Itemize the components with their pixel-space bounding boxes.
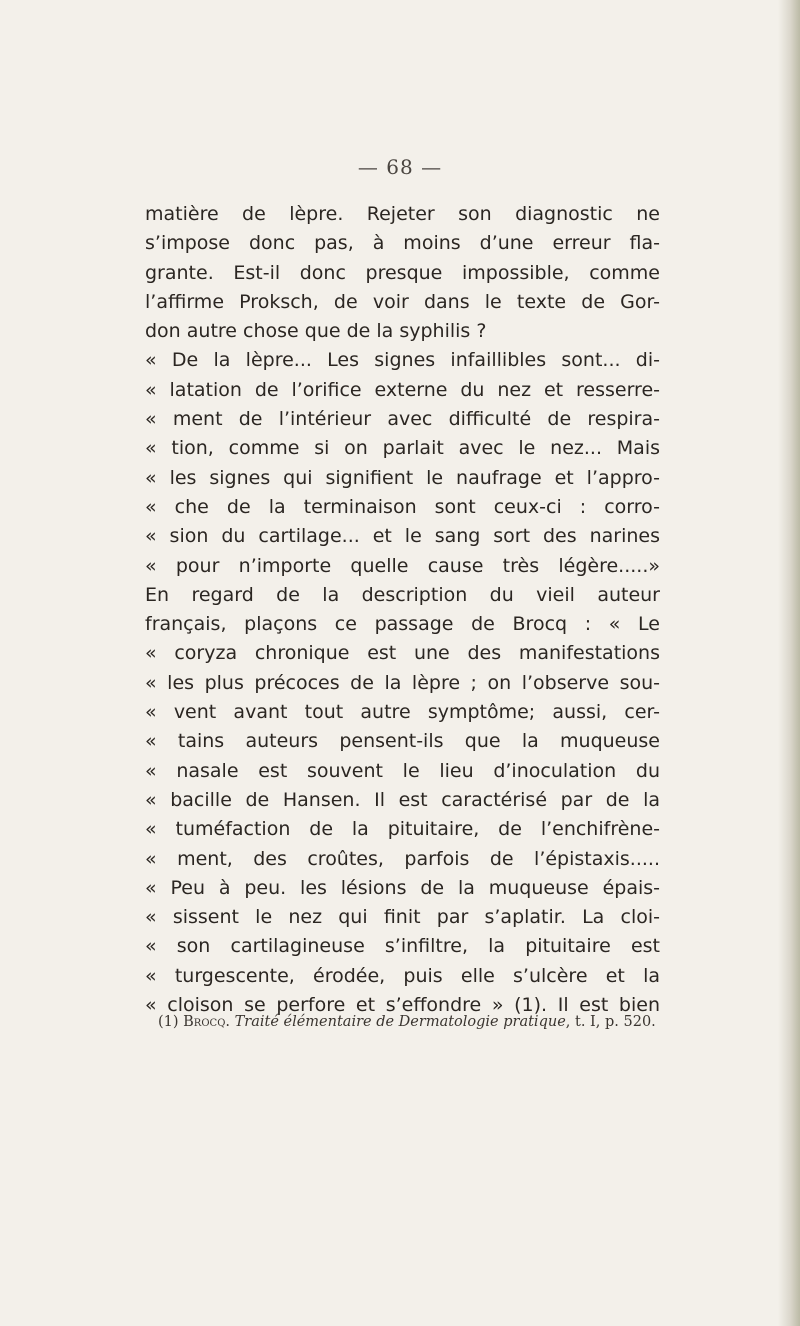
text-line: don autre chose que de la syphilis ?	[145, 320, 487, 343]
text-line: « les signes qui signifient le naufrage et l’appro-	[145, 466, 660, 489]
page-number: — 68 —	[357, 155, 443, 179]
text-line: « nasale est souvent le lieu d’inoculation du	[145, 759, 660, 782]
footnote	[158, 1014, 678, 1030]
text-line: « bacille de Hansen. Il est caractérisé par de la	[145, 788, 660, 811]
text-line: En regard de la description du vieil auteur	[145, 583, 660, 606]
text-line: grante. Est-il donc presque impossible, comme	[145, 261, 660, 284]
text-line: « turgescente, érodée, puis elle s’ulcère et la	[145, 964, 660, 987]
footnote-author: Brocq.	[183, 1014, 230, 1030]
text-line: « latation de l’orifice externe du nez et resserre-	[145, 378, 660, 401]
text-line: « sion du cartilage... et le sang sort des narines	[145, 525, 660, 548]
text-line: « coryza chronique est une des manifestations	[145, 642, 660, 665]
text-line: français, plaçons ce passage de Brocq : « Le	[145, 613, 660, 636]
text-line: « tains auteurs pensent-ils que la muqueuse	[145, 730, 660, 753]
text-line: « son cartilagineuse s’infiltre, la pituitaire est	[145, 935, 660, 958]
footnote-reference: , t. I, p. 520.	[565, 1014, 656, 1030]
body-text	[145, 200, 660, 1020]
text-line: « De la lèpre... Les signes infaillibles sont... di-	[145, 349, 660, 372]
text-line: « pour n’importe quelle cause très légère.....»	[145, 554, 660, 577]
text-line: « sissent le nez qui finit par s’aplatir. La cloi-	[145, 906, 660, 929]
text-line: « Peu à peu. les lésions de la muqueuse épais-	[145, 876, 660, 899]
text-line: « tion, comme si on parlait avec le nez... Mais	[145, 437, 660, 460]
footnote-marker: (1)	[158, 1014, 179, 1030]
text-line: « ment, des croûtes, parfois de l’épistaxis.....	[145, 847, 660, 870]
text-line: matière de lèpre. Rejeter son diagnostic ne	[145, 203, 660, 225]
text-line: « che de la terminaison sont ceux-ci : corro-	[145, 495, 660, 518]
text-line: s’impose donc pas, à moins d’une erreur fla-	[145, 232, 660, 255]
page-edge-shadow	[778, 0, 800, 1326]
text-line: « tuméfaction de la pituitaire, de l’enchifrène-	[145, 818, 660, 841]
text-line: « les plus précoces de la lèpre ; on l’observe sou-	[145, 671, 660, 694]
text-line: l’affirme Proksch, de voir dans le texte de Gor-	[145, 290, 660, 313]
text-line: « ment de l’intérieur avec difficulté de respira-	[145, 408, 660, 431]
footnote-work: Traité élémentaire de Dermatologie pratique	[234, 1014, 566, 1030]
text-line: « vent avant tout autre symptôme; aussi, cer-	[145, 701, 660, 724]
text-line: « cloison se perfore et s’effondre » (1). Il est bien	[145, 994, 660, 1017]
